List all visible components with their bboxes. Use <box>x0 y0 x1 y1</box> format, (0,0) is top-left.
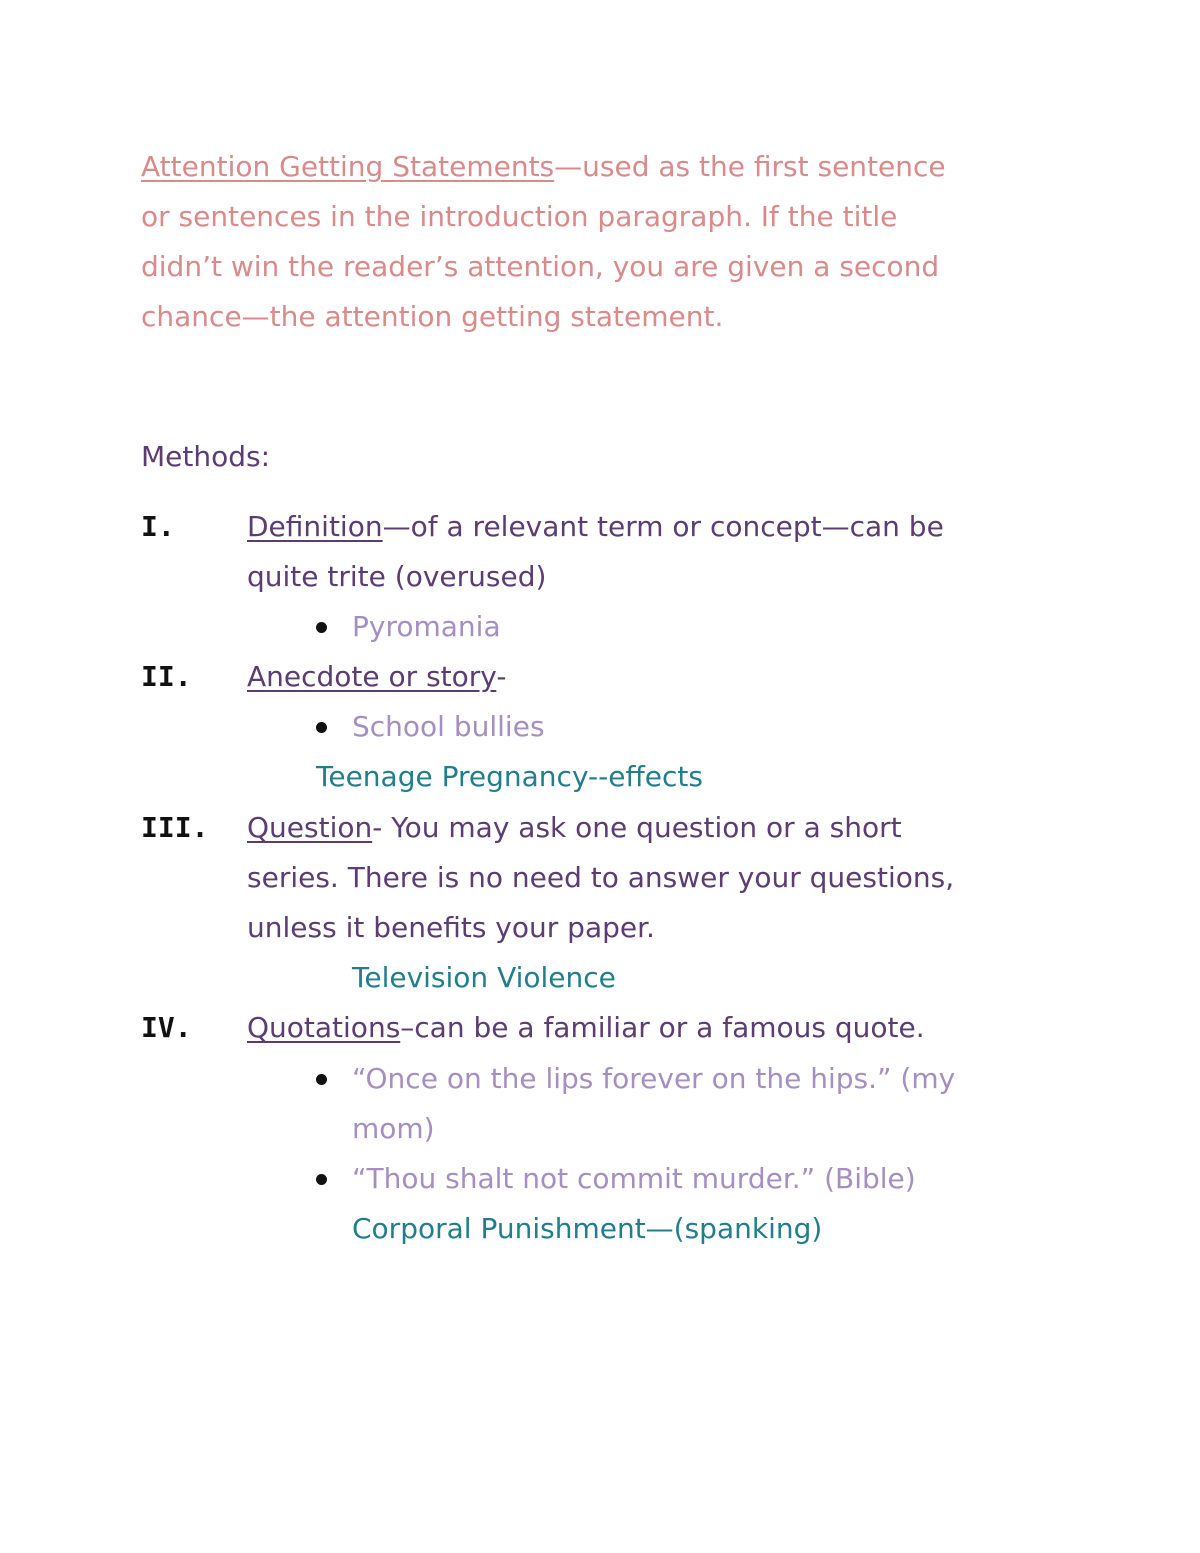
bullet-icon <box>316 1174 327 1185</box>
methods-heading: Methods: <box>141 440 271 473</box>
method-3-line-1 <box>247 803 902 853</box>
method-1-example: Pyromania <box>352 610 501 643</box>
method-3-line-3: unless it benefits your paper. <box>247 911 655 944</box>
method-4-topic: Corporal Punishment—(spanking) <box>352 1212 823 1245</box>
method-2-example: School bullies <box>352 710 545 743</box>
method-4-line-1 <box>247 1003 925 1053</box>
method-1-line-2: quite trite (overused) <box>247 560 547 593</box>
intro-line-1-rest: —used as the first sentence <box>554 150 946 183</box>
method-1-line-1 <box>247 502 944 552</box>
method-2-numeral: II. <box>141 660 192 693</box>
bullet-icon <box>316 722 327 733</box>
method-4-example-1-line-2: mom) <box>352 1112 435 1145</box>
intro-line-2: or sentences in the introduction paragraph. If the title <box>141 200 898 233</box>
method-1-text-1: —of a relevant term or concept—can be <box>382 510 944 543</box>
method-3-line-2: series. There is no need to answer your questions, <box>247 861 955 894</box>
bullet-icon <box>316 1074 327 1085</box>
method-2-text-1: - <box>496 660 507 693</box>
method-1-title: Definition <box>247 510 383 543</box>
intro-line-3: didn’t win the reader’s attention, you are given a second <box>141 250 940 283</box>
method-3-text-1: - You may ask one question or a short <box>372 811 902 844</box>
method-4-example-2: “Thou shalt not commit murder.” (Bible) <box>352 1162 916 1195</box>
method-3-title: Question <box>247 811 373 844</box>
intro-paragraph <box>141 142 1071 342</box>
method-4-example-1-line-1: “Once on the lips forever on the hips.” (my <box>352 1062 956 1095</box>
intro-line-1 <box>141 142 1071 192</box>
method-4-title: Quotations <box>247 1011 401 1044</box>
intro-heading: Attention Getting Statements <box>141 150 555 183</box>
method-2-line-1 <box>247 652 506 702</box>
intro-line-4: chance—the attention getting statement. <box>141 300 724 333</box>
method-2-title: Anecdote or story <box>247 660 497 693</box>
method-1-numeral: I. <box>141 510 175 543</box>
method-3-topic: Television Violence <box>352 961 616 994</box>
method-4-numeral: IV. <box>141 1011 192 1044</box>
method-3-numeral: III. <box>141 811 209 844</box>
method-4-text-1: –can be a familiar or a famous quote. <box>400 1011 925 1044</box>
method-2-topic: Teenage Pregnancy--effects <box>316 760 703 793</box>
bullet-icon <box>316 622 327 633</box>
